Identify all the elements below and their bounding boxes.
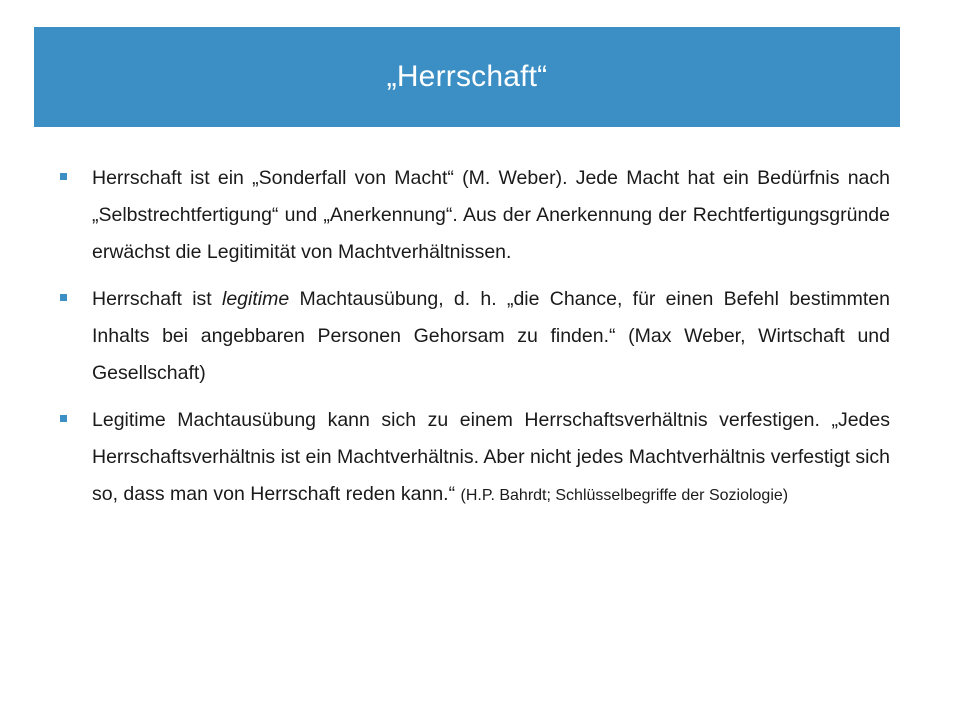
bullet-item-1: [60, 160, 890, 271]
title-bar: [34, 27, 900, 127]
bullet-text-2-emphasis: legitime: [221, 288, 290, 310]
bullet-text-1: Herrschaft ist ein „Sonderfall von Macht“ (M. Weber). Jede Macht hat ein Bedürfnis nach „Selbstrechtfertigung“ und „Anerkennung“. Aus der Anerkennung der Rechtfertigungsgründe erwächst die Legitimität von Machtverhältnissen.: [92, 167, 890, 263]
bullet-text-2-after: Machtausübung, d. h. „die Chance, für einen Befehl bestimmten Inhalts bei angebbaren Personen Gehorsam zu finden.“ (Max Weber, Wirtschaft und Gesellschaft): [92, 288, 890, 384]
bullet-item-3: [60, 402, 890, 514]
square-bullet-icon: [60, 173, 67, 180]
square-bullet-icon: [60, 415, 67, 422]
bullet-text-3: Legitime Machtausübung kann sich zu einem Herrschaftsverhältnis verfestigen. „Jedes Herrschaftsverhältnis ist ein Machtverhältnis. Aber nicht jedes Machtverhältnis verfestigt sich so, dass man von Herrschaft reden kann.“: [92, 409, 890, 505]
bullet-citation-3: (H.P. Bahrdt; Schlüsselbegriffe der Soziologie): [460, 487, 789, 504]
bullet-item-2: [60, 281, 890, 392]
bullet-list: [60, 160, 890, 514]
bullet-text-2-before: Herrschaft ist: [92, 288, 222, 310]
slide-title: „Herrschaft“: [386, 60, 548, 93]
square-bullet-icon: [60, 294, 67, 301]
